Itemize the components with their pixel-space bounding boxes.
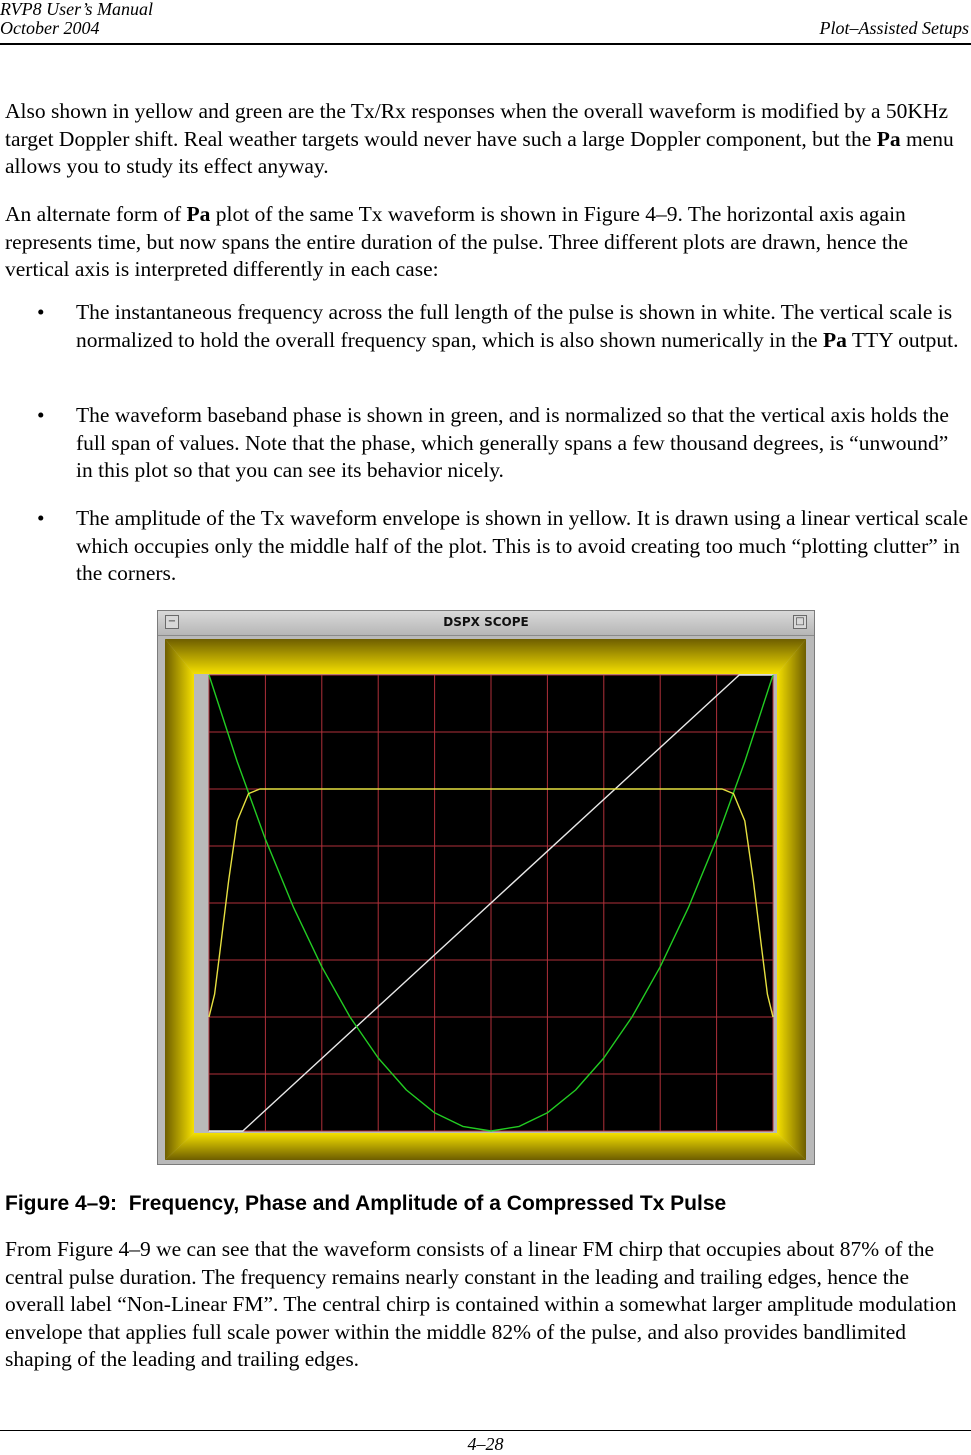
- text-run: plot of the same Tx waveform is shown in Figure 4–9. The horizontal axis again represents time, but now spans the entire duration of the pulse. Three different plots are drawn, hence the vertical axis is interpreted differently in each case:: [5, 202, 909, 281]
- text-run: The waveform baseband phase is shown in green, and is normalized so that the vertical axis holds the full span of values. Note that the phase, which generally spans a few thousand degrees, is “unwound” in this plot so that you can see its behavior nicely.: [76, 403, 949, 482]
- scope-titlebar[interactable]: [158, 611, 814, 636]
- bullet-marker: •: [37, 300, 45, 324]
- paragraph-alternate-plot: [5, 201, 970, 284]
- frame-bevel-right: [777, 639, 806, 1160]
- minimize-button[interactable]: −: [165, 615, 179, 629]
- text-run: menu allows you to study its effect anyway.: [5, 126, 954, 178]
- paragraph-doppler: [5, 98, 970, 181]
- header-left: [0, 0, 153, 38]
- text-run: TTY output.: [846, 327, 959, 352]
- page-number: 4–28: [467, 1434, 504, 1454]
- bullet-text: [76, 300, 959, 352]
- dspx-scope-window: [157, 610, 815, 1165]
- bold-term: Pa: [186, 202, 211, 226]
- section-title: Plot–Assisted Setups: [819, 18, 969, 38]
- bullet-marker: •: [37, 506, 45, 530]
- bullet-marker: •: [37, 403, 45, 427]
- bullet-amplitude: [37, 505, 969, 588]
- text-run: From Figure 4–9 we can see that the waveform consists of a linear FM chirp that occupies about 87% of the central pulse duration. The frequency remains nearly constant in the leading and trailing edges, hence the overall label “Non-Linear FM”. The central chirp is contained within a somewhat larger amplitude modulation envelope that applies full scale power within the middle 82% of the pulse, and also provides bandlimited shaping of the leading and trailing edges.: [5, 1237, 957, 1371]
- text-run: The instantaneous frequency across the full length of the pulse is shown in white. The vertical scale is normalized to hold the overall frequency span, which is also shown numerically in the: [76, 300, 953, 352]
- bullet-text: [76, 506, 968, 585]
- paragraph-conclusion: [5, 1236, 970, 1374]
- text-run: Also shown in yellow and green are the Tx/Rx responses when the overall waveform is modified by a 50KHz target Doppler shift. Real weather targets would never have such a large Doppler component, but the: [5, 99, 948, 151]
- bullet-phase: [37, 402, 969, 485]
- text-run: An alternate form of: [5, 202, 187, 226]
- figure-caption: Figure 4–9: Frequency, Phase and Amplitude of a Compressed Tx Pulse: [5, 1192, 727, 1215]
- footer-rule: [0, 1430, 971, 1431]
- frame-bevel-top: [165, 639, 806, 674]
- frame-bevel-bottom: [165, 1133, 806, 1160]
- page-header: [0, 0, 971, 46]
- text-run: The amplitude of the Tx waveform envelope is shown in yellow. It is drawn using a linear vertical scale which occupies only the middle half of the plot. This is to avoid creating too much “plotting clutter” in the corners.: [76, 506, 968, 585]
- bullet-frequency: [37, 299, 969, 354]
- scope-plot: [165, 639, 806, 1160]
- maximize-button[interactable]: □: [793, 615, 807, 629]
- header-rule: [0, 43, 971, 45]
- header-date: October 2004: [0, 18, 100, 38]
- manual-title: RVP8 User’s Manual: [0, 0, 153, 19]
- frame-bevel-left: [165, 639, 194, 1160]
- bold-term: Pa: [822, 327, 847, 352]
- bold-term: Pa: [876, 126, 901, 151]
- bullet-text: [76, 403, 949, 482]
- scope-title: DSPX SCOPE: [443, 615, 529, 629]
